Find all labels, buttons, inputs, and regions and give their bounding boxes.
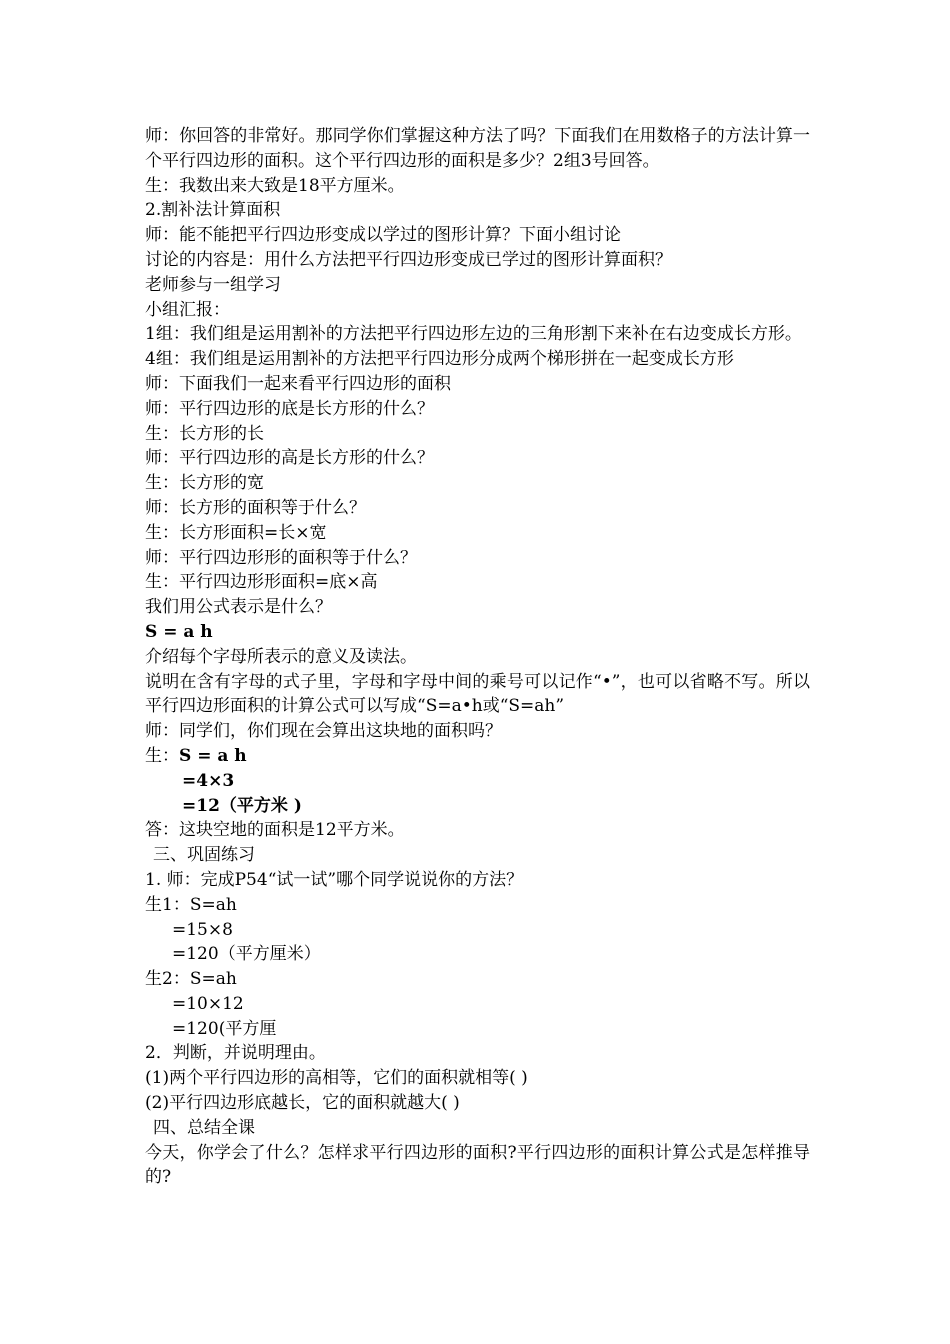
formula-line-3: =12（平方米 ) [182, 795, 302, 816]
paragraph-group-report: 小组汇报： [145, 299, 230, 320]
paragraph-teacher-look: 师：下面我们一起来看平行四边形的面积 [145, 373, 451, 394]
paragraph-teacher-praise: 师：你回答的非常好。那同学你们掌握这种方法了吗？下面我们在用数格子的方法计算一个平行四边形的面积。这个平行四边形的面积是多少？2组3号回答。 [145, 126, 810, 171]
student-1-line-2: =15×8 [172, 919, 233, 940]
formula-s-ah: S = a h [145, 621, 213, 642]
document-body [145, 124, 810, 1190]
paragraph-student-solution [145, 744, 810, 769]
paragraph-judge: 2．判断，并说明理由。 [145, 1043, 326, 1064]
student-2-line-3: =120(平方厘 [172, 1018, 277, 1039]
paragraph-a-para-area: 生：平行四边形形面积=底×高 [145, 572, 378, 593]
paragraph-group-1: 1组：我们组是运用割补的方法把平行四边形左边的三角形割下来补在右边变成长方形。 [145, 324, 802, 345]
judge-item-2: (2)平行四边形底越长，它的面积就越大( ) [145, 1093, 460, 1114]
section-heading-practice: 三、巩固练习 [153, 845, 255, 866]
paragraph-q-base: 师：平行四边形的底是长方形的什么？ [145, 398, 434, 419]
paragraph-a-width: 生：长方形的宽 [145, 473, 264, 494]
paragraph-discussion-content: 讨论的内容是：用什么方法把平行四边形变成已学过的图形计算面积？ [145, 249, 672, 270]
paragraph-q-rect-area: 师：长方形的面积等于什么？ [145, 497, 366, 518]
paragraph-summary: 今天，你学会了什么？怎样求平行四边形的面积?平行四边形的面积计算公式是怎样推导的? [145, 1142, 810, 1188]
speaker-label: 生： [145, 745, 179, 766]
paragraph-teacher-can-calc: 师：同学们，你们现在会算出这块地的面积吗？ [145, 721, 502, 742]
paragraph-letter-meaning: 介绍每个字母所表示的意义及读法。 [145, 646, 417, 667]
paragraph-q-para-area: 师：平行四边形形的面积等于什么？ [145, 547, 417, 568]
judge-item-1: (1)两个平行四边形的高相等，它们的面积就相等( ) [145, 1068, 528, 1089]
paragraph-multiplication-note: 说明在含有字母的式子里，字母和字母中间的乘号可以记作“•”，也可以省略不写。所以平行四边形面积的计算公式可以写成“S=a•h或“S=ah” [145, 671, 810, 717]
formula-line-1: S = a h [179, 745, 247, 766]
paragraph-exercise-1: 1. 师：完成P54“试一试”哪个同学说说你的方法？ [145, 869, 524, 890]
paragraph-teacher-question: 师：能不能把平行四边形变成以学过的图形计算？下面小组讨论 [145, 225, 621, 246]
paragraph-a-length: 生：长方形的长 [145, 423, 264, 444]
paragraph-q-height: 师：平行四边形的高是长方形的什么？ [145, 448, 434, 469]
paragraph-group-4: 4组：我们组是运用割补的方法把平行四边形分成两个梯形拼在一起变成长方形 [145, 349, 734, 370]
paragraph-formula-question: 我们用公式表示是什么？ [145, 597, 332, 618]
formula-line-2: =4×3 [182, 770, 235, 791]
paragraph-student-answer: 生：我数出来大致是18平方厘米。 [145, 175, 405, 196]
student-1-line-3: =120（平方厘米） [172, 944, 321, 965]
paragraph-a-rect-area: 生：长方形面积=长×宽 [145, 522, 327, 543]
student-1-line-1: 生1：S=ah [145, 894, 237, 915]
section-heading-summary: 四、总结全课 [153, 1117, 255, 1138]
paragraph-answer: 答：这块空地的面积是12平方米。 [145, 820, 405, 841]
student-2-line-2: =10×12 [172, 993, 244, 1014]
paragraph-teacher-joins: 老师参与一组学习 [145, 274, 281, 295]
student-2-line-1: 生2：S=ah [145, 969, 237, 990]
section-heading-cut-fill: 2.割补法计算面积 [145, 200, 281, 221]
